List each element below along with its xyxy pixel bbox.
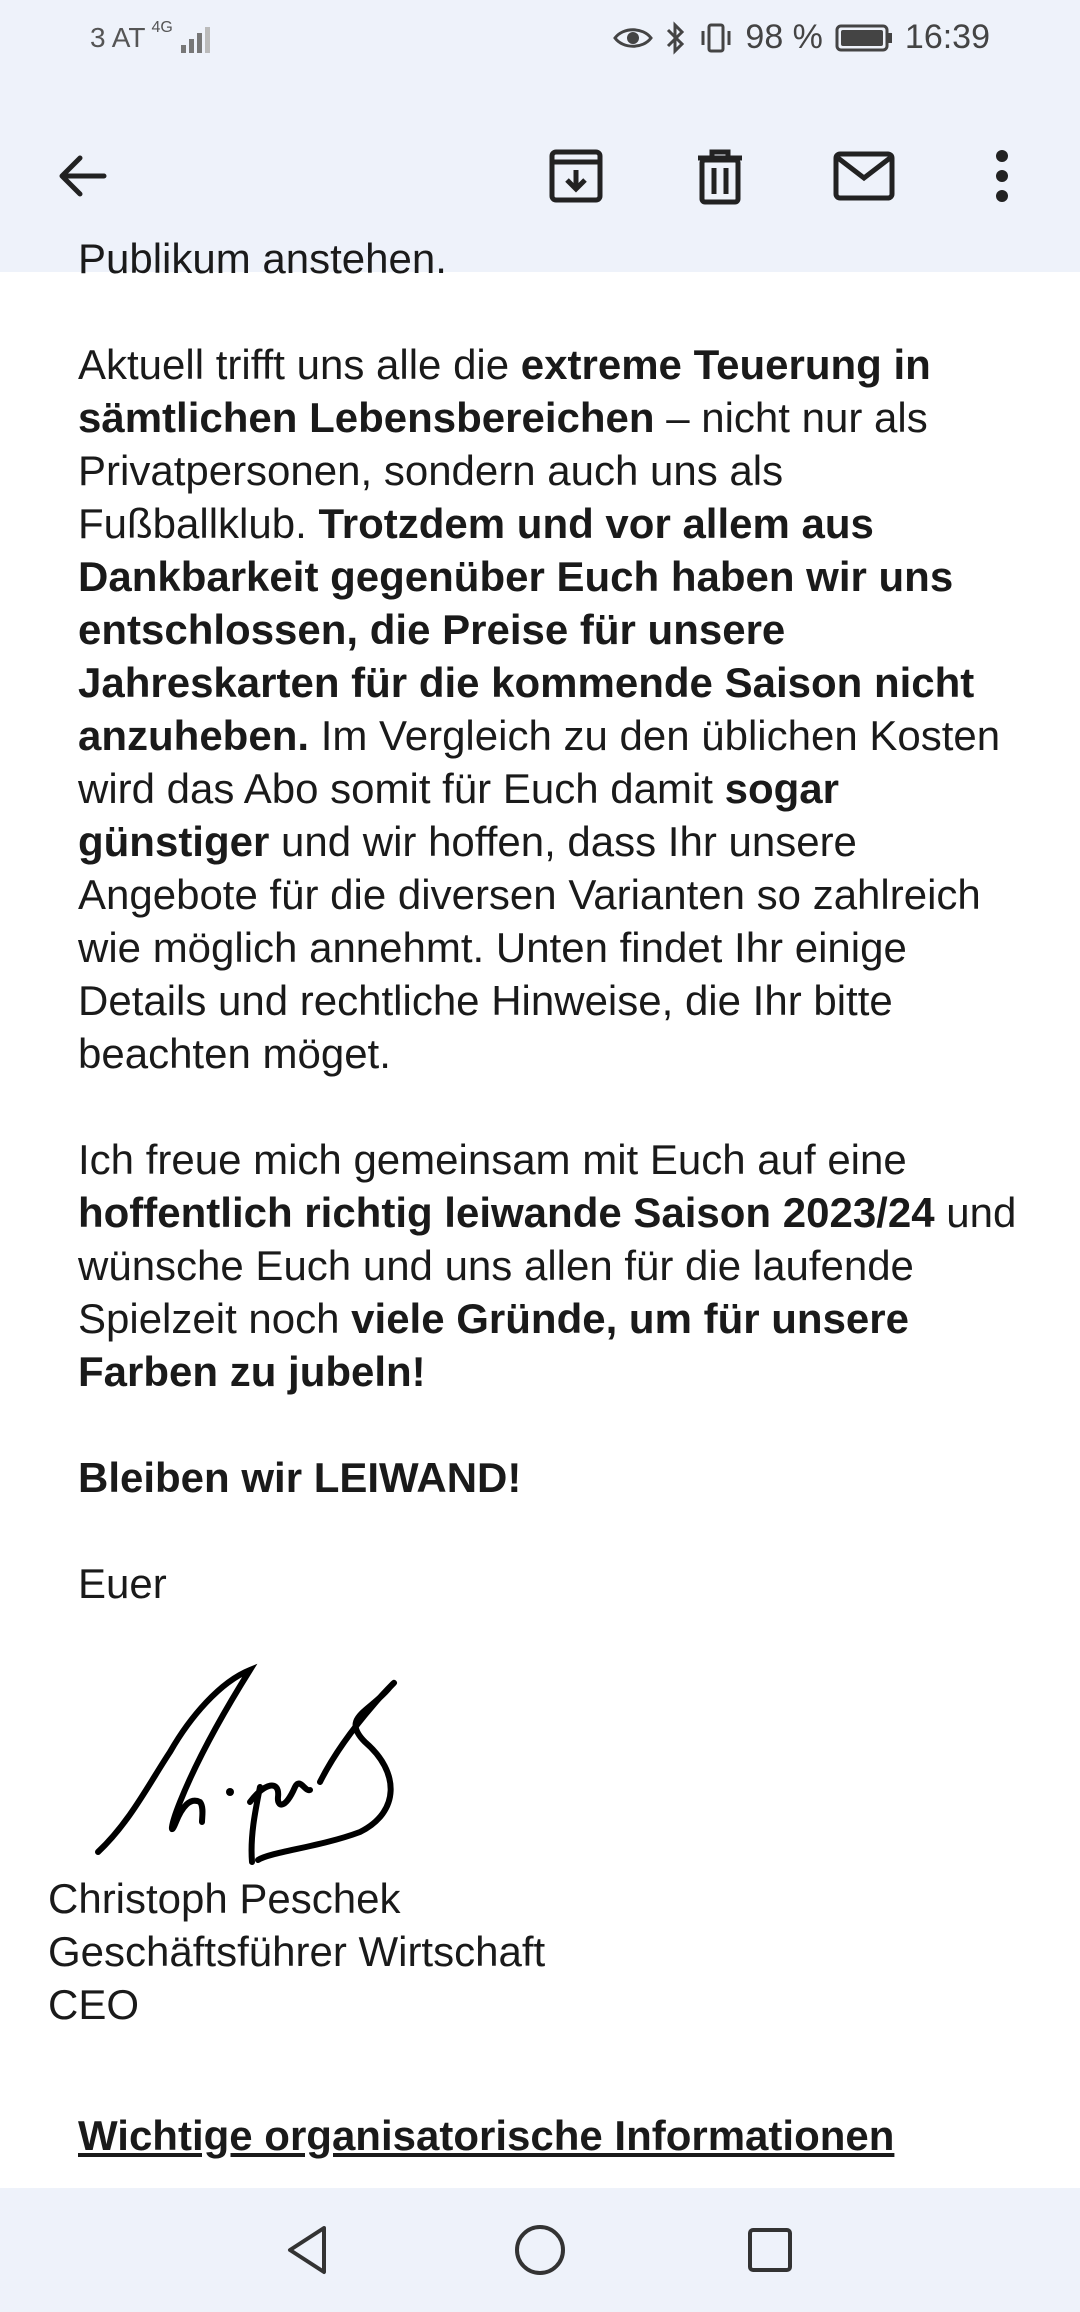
signer-name: Christoph Peschek	[48, 1875, 401, 1922]
handwritten-signature	[90, 1662, 420, 1862]
nav-home-icon	[512, 2222, 568, 2278]
organizational-info-heading: Wichtige organisatorische Informationen	[78, 2112, 895, 2159]
text-run: und wir hoffen, dass Ihr unsere Angebote für die diversen Varianten so zahlreich wie möglich annehmt. Unten findet Ihr einige Details und rechtliche Hinweise, die Ihr bitte beachten möget.	[78, 818, 981, 1077]
more-vert-icon	[992, 148, 1012, 204]
nav-back-icon	[280, 2222, 336, 2278]
archive-icon	[546, 146, 606, 206]
bold-run: extreme Teuerung in sämtlichen Lebensbereichen	[78, 341, 931, 441]
vibrate-icon	[699, 22, 733, 54]
signal-icon	[179, 23, 215, 53]
eye-icon	[613, 25, 653, 51]
archive-button[interactable]	[528, 128, 624, 224]
paragraph-intro-tail: Publikum anstehen.	[78, 235, 447, 282]
status-bar	[0, 0, 1080, 80]
signature-block	[48, 1872, 545, 2031]
nav-recents-icon	[742, 2222, 798, 2278]
delete-button[interactable]	[672, 128, 768, 224]
text-run: Im Vergleich zu den üblichen Kosten wird das Abo somit für Euch damit	[78, 712, 1001, 812]
paragraph-slogan	[78, 1451, 1018, 1504]
carrier-label: 3 AT	[90, 22, 146, 53]
more-options-button[interactable]	[954, 128, 1050, 224]
text-run: – nicht nur als Privatpersonen, sondern auch uns als Fußballklub.	[78, 394, 928, 547]
back-button[interactable]	[34, 128, 130, 224]
bold-run: sogar günstiger	[78, 765, 839, 865]
network-label: 4G	[151, 19, 173, 36]
mark-unread-button[interactable]	[816, 128, 912, 224]
text-run: Aktuell trifft uns alle die	[78, 341, 521, 388]
paragraph-prices	[78, 338, 1018, 1080]
slogan: Bleiben wir LEIWAND!	[78, 1454, 522, 1501]
nav-back-button[interactable]	[272, 2214, 344, 2286]
email-body	[0, 235, 1080, 2188]
nav-home-button[interactable]	[504, 2214, 576, 2286]
nav-recents-button[interactable]	[734, 2214, 806, 2286]
status-left	[90, 19, 215, 54]
email-text	[78, 232, 1018, 1663]
arrow-left-icon	[54, 148, 110, 204]
text-run: und wünsche Euch und uns allen für die laufende Spielzeit noch	[78, 1189, 1017, 1342]
battery-percent: 98 %	[745, 18, 823, 56]
bold-run: viele Gründe, um für unsere Farben zu jubeln!	[78, 1295, 909, 1395]
signer-title: CEO	[48, 1981, 140, 2028]
trash-icon	[690, 146, 750, 206]
battery-icon	[835, 23, 893, 53]
signer-role: Geschäftsführer Wirtschaft	[48, 1928, 546, 1975]
system-nav-bar	[0, 2188, 1080, 2312]
bold-run: Trotzdem und vor allem aus Dankbarkeit gegenüber Euch haben wir uns entschlossen, die Preise für unsere Jahreskarten für die kommende Saison nicht anzuheben.	[78, 500, 975, 759]
bluetooth-icon	[665, 21, 687, 55]
text-run: Ich freue mich gemeinsam mit Euch auf eine	[78, 1136, 907, 1183]
bold-run: hoffentlich richtig leiwande Saison 2023/24	[78, 1189, 935, 1236]
status-right	[613, 18, 990, 57]
paragraph-closing: Euer	[78, 1560, 167, 1607]
mail-icon	[832, 150, 896, 202]
clock: 16:39	[904, 18, 990, 56]
paragraph-season	[78, 1133, 1018, 1398]
